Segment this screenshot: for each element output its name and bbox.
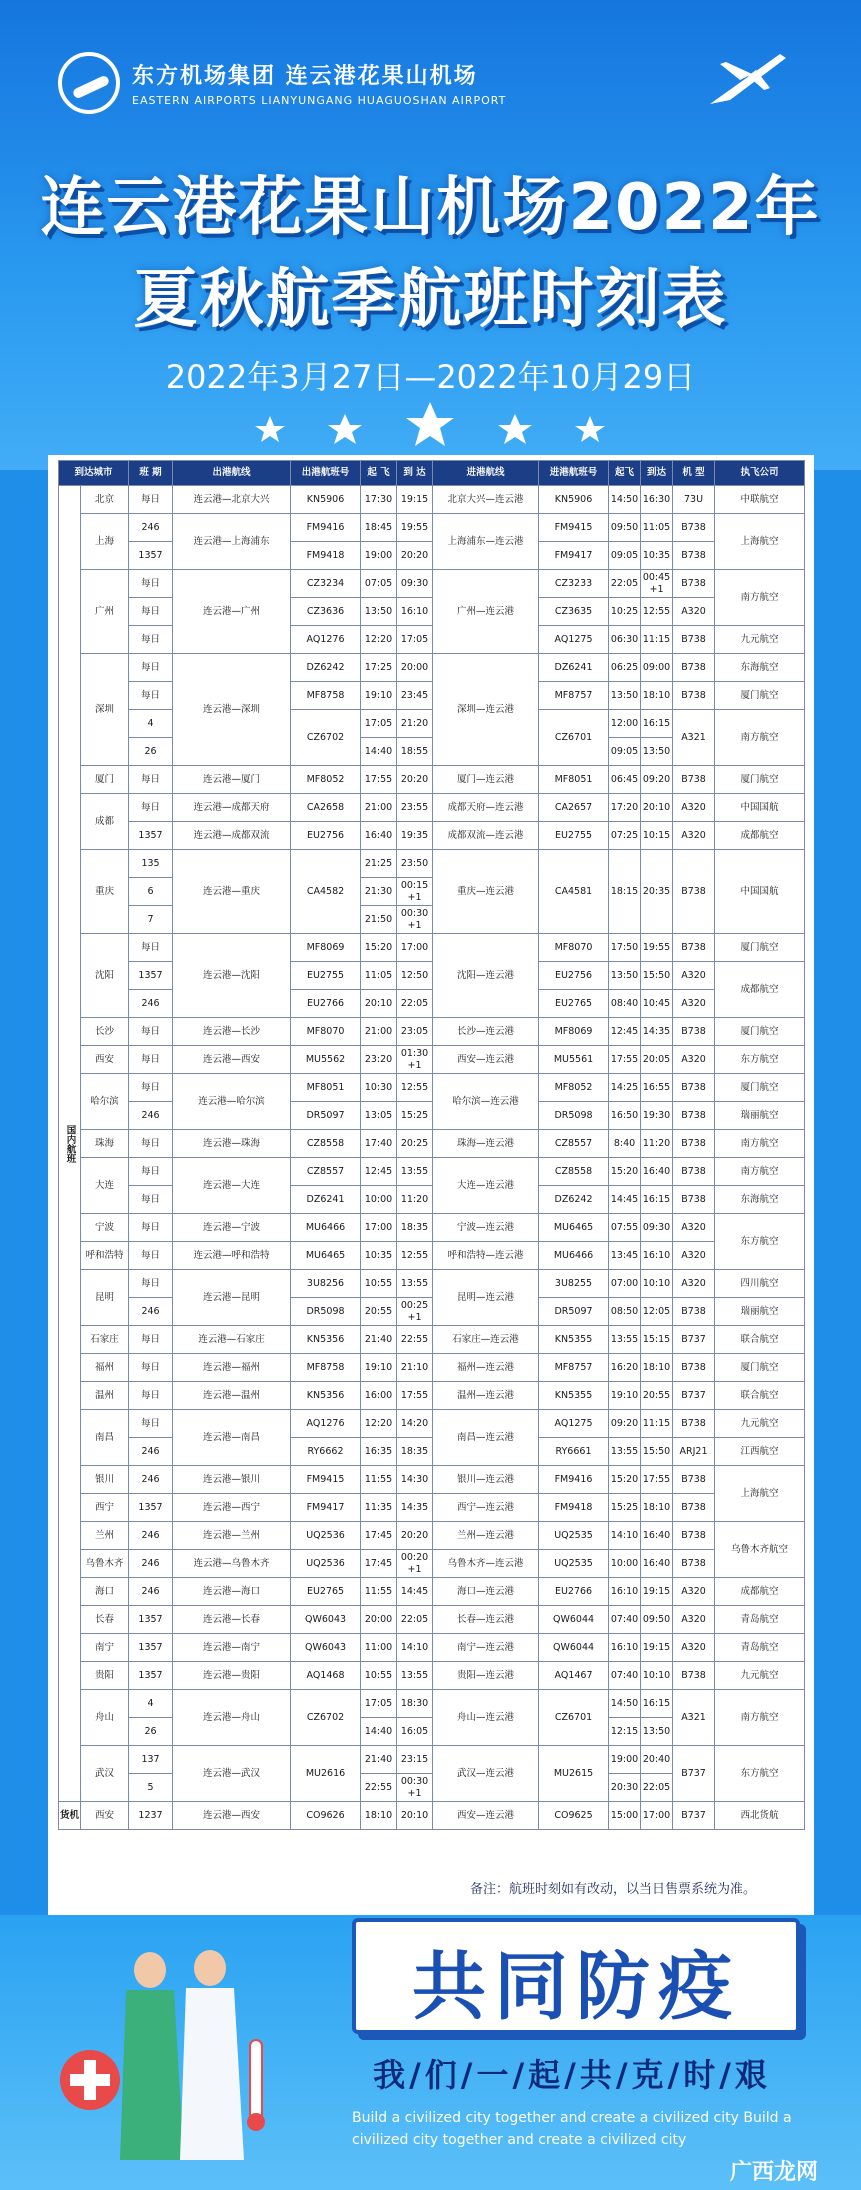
col-header: 进港航班号 xyxy=(539,461,609,486)
col-header: 机 型 xyxy=(673,461,715,486)
watermark: 广西龙网 xyxy=(730,2160,819,2185)
fight-epidemic-box xyxy=(352,1918,800,2034)
medical-staff-illustration xyxy=(40,1890,340,2180)
date-range: 2022年3月27日—2022年10月29日 xyxy=(165,358,696,396)
category-cargo: 货机 xyxy=(59,1802,81,1830)
flight-schedule-table: 到达城市 班 期 出港航线 出港航班号 起 飞 到 达 进港航线 进港航班号 起飞 到达 机 型 执飞公司 国内航班 北京 每日 连云港—北京大兴 KN5906 17:30 19:15 北京大兴—连云港 KN5906 14:50 16:30 73U 中联航空 上海 246 连云港—上海浦东 FM9416 18:45 19:55 上海浦东—连云港 FM9415 09:50 11:05 B738 上海航空 1357 FM9418 19:00 20:20 FM9417 09:05 10:35 B738 广州 每日 连云港—广州 CZ3234 07:05 09:30 广州—连云港 CZ3233 22:05 00:45 +1 B738 南方航空 每日 CZ3636 13:50 16:10 CZ3635 10:25 12:55 A320 每日 AQ1276 12:20 17:05 AQ1275 06:30 11:15 B738 九元航空 深圳 每日 连云港—深圳 DZ6242 17:25 20:00 深圳—连云港 DZ6241 06:25 09:00 B738 东海航空 每日 MF8758 19:10 23:45 MF8757 13:50 18:10 B738 厦门航空 4 CZ6702 17:05 21:20 CZ6701 12:00 16:15 A321 南方航空 26 14:40 18:55 09:05 13:50 厦门 每日 连云港—厦门 MF8052 17:55 20:20 厦门—连云港 MF8051 06:45 09:20 B738 厦门航空 成都 每日 连云港—成都天府 CA2658 21:00 23:55 成都天府—连云港 CA2657 17:20 20:10 A320 中国国航 1357 连云港—成都双流 EU2756 16:40 19:35 成都双流—连云港 EU2755 07:25 10:15 A320 成都航空 重庆 135 连云港—重庆 CA4582 21:25 23:50 重庆—连云港 CA4581 18:15 20:35 B738 中国国航 6 21:30 00:15 +1 7 21:50 00:30 +1 沈阳 每日 连云港—沈阳 MF8069 15:20 17:00 沈阳—连云港 MF8070 17:50 19:55 B738 厦门航空 1357 EU2755 11:05 12:50 EU2756 13:50 15:50 A320 成都航空 246 EU2766 20:10 22:05 EU2765 08:40 10:45 A320 长沙 每日 连云港—长沙 MF8070 21:00 23:05 长沙—连云港 MF8069 12:45 14:35 B738 厦门航空 西安 每日 连云港—西安 MU5562 23:20 01:30 +1 西安—连云港 MU5561 17:55 20:05 A320 东方航空 哈尔滨 每日 连云港—哈尔滨 MF8051 10:30 12:55 哈尔滨—连云港 MF8052 14:25 16:55 B738 厦门航空 246 DR5097 13:05 15:25 DR5098 16:50 19:30 B738 瑞丽航空 珠海 每日 连云港—珠海 CZ8558 17:40 20:25 珠海—连云港 CZ8557 8:40 11:20 B738 南方航空 大连 每日 连云港—大连 CZ8557 12:45 13:55 大连—连云港 CZ8558 15:20 16:40 B738 南方航空 每日 DZ6241 10:00 11:20 DZ6242 14:45 16:15 B738 东海航空 宁波 每日 连云港—宁波 MU6466 17:00 18:35 宁波—连云港 MU6465 07:55 09:30 A320 东方航空 呼和浩特 每日 连云港—呼和浩特 MU6465 10:35 12:55 呼和浩特—连云港 MU6466 13:45 16:10 A320 昆明 每日 连云港—昆明 3U8256 10:55 13:55 昆明—连云港 3U8255 07:00 10:10 A320 四川航空 246 DR5098 20:55 00:25 +1 DR5097 08:50 12:05 B738 瑞丽航空 石家庄 每日 连云港—石家庄 KN5356 21:40 22:55 石家庄—连云港 KN5355 13:55 15:15 B737 联合航空 福州 每日 连云港—福州 MF8758 19:10 21:10 福州—连云港 MF8757 16:20 18:10 B738 厦门航空 温州 每日 连云港—温州 KN5356 16:00 17:55 温州—连云港 KN5355 19:10 20:55 B737 联合航空 南昌 每日 连云港—南昌 AQ1276 12:20 14:20 南昌—连云港 AQ1275 09:20 11:15 B738 九元航空 246 RY6662 16:35 18:35 RY6661 13:55 15:50 ARJ21 江西航空 银川 246 连云港—银川 FM9415 11:55 14:30 银川—连云港 FM9416 15:20 17:55 B738 上海航空 西宁 1357 连云港—西宁 FM9417 11:35 14:35 西宁—连云港 FM9418 15:25 18:10 B738 兰州 246 连云港—兰州 UQ2536 17:45 20:20 兰州—连云港 UQ2535 14:10 16:40 B738 乌鲁木齐航空 乌鲁木齐 246 连云港—乌鲁木齐 UQ2536 17:45 00:20 +1 乌鲁木齐—连云港 UQ2535 10:00 16:40 B738 海口 246 连云港—海口 EU2765 11:55 14:45 海口—连云港 EU2766 16:10 19:15 A320 成都航空 长春 1357 连云港—长春 QW6043 20:00 22:05 长春—连云港 QW6044 07:40 09:50 A320 青岛航空 南宁 1357 连云港—南宁 QW6043 11:00 14:10 南宁—连云港 QW6044 16:10 19:15 A320 青岛航空 贵阳 1357 连云港—贵阳 AQ1468 10:55 13:55 贵阳—连云港 AQ1467 07:40 10:10 B738 九元航空 舟山 4 连云港—舟山 CZ6702 17:05 18:30 舟山—连云港 CZ6701 14:50 16:15 A321 南方航空 26 14:40 16:05 12:15 13:50 武汉 137 连云港—武汉 MU2616 21:40 23:15 武汉—连云港 MU2615 19:00 20:40 B737 东方航空 5 22:55 00:30 +1 20:30 22:05 货机 西安 1237 连云港—西安 CO9626 18:10 20:10 西安—连云港 CO9625 15:00 17:00 B737 西北货航 xyxy=(58,460,805,1830)
col-header: 班 期 xyxy=(129,461,173,486)
table-row: 国内航班 北京 每日 连云港—北京大兴 KN5906 17:30 19:15 北京大兴—连云港 KN5906 14:50 16:30 73U 中联航空 xyxy=(59,486,805,514)
col-header: 出港航班号 xyxy=(291,461,361,486)
airport-logo xyxy=(58,52,506,114)
city-beijing: 北京 xyxy=(81,486,129,514)
slogan: 我/们/一/起/共/克/时/艰 xyxy=(373,2056,771,2094)
title-line-1: 连云港花果山机场2022年 xyxy=(40,171,821,245)
logo-cn: 东方机场集团 连云港花果山机场 xyxy=(132,64,478,89)
col-header: 进港航线 xyxy=(433,461,539,486)
stars-decoration xyxy=(250,394,610,454)
col-header: 到达城市 xyxy=(59,461,129,486)
title-line-2: 夏秋航季航班时刻表 xyxy=(133,263,728,337)
col-header: 出港航线 xyxy=(173,461,291,486)
col-header: 到达 xyxy=(641,461,673,486)
airplane-icon xyxy=(700,44,790,114)
airport-logo-icon xyxy=(58,52,120,114)
hero-banner xyxy=(0,0,861,470)
category-domestic: 国内航班 xyxy=(59,486,81,1802)
col-header: 起 飞 xyxy=(361,461,397,486)
col-header: 执飞公司 xyxy=(715,461,805,486)
english-slogan: Build a civilized city together and create a civilized city Build a civilized city together and create a civilized city xyxy=(352,2110,792,2148)
table-row-cargo: 货机 西安 1237 连云港—西安 CO9626 18:10 20:10 西安—连云港 CO9625 15:00 17:00 B737 西北货航 xyxy=(59,1802,805,1830)
col-header: 到 达 xyxy=(397,461,433,486)
table-header-row xyxy=(59,461,805,486)
fight-title: 共同防疫 xyxy=(412,1944,740,2030)
col-header: 起飞 xyxy=(609,461,641,486)
schedule-notice: 备注：航班时刻如有改动，以当日售票系统为准。 xyxy=(470,1882,757,1897)
logo-en: EASTERN AIRPORTS LIANYUNGANG HUAGUOSHAN AIRPORT xyxy=(132,94,507,107)
